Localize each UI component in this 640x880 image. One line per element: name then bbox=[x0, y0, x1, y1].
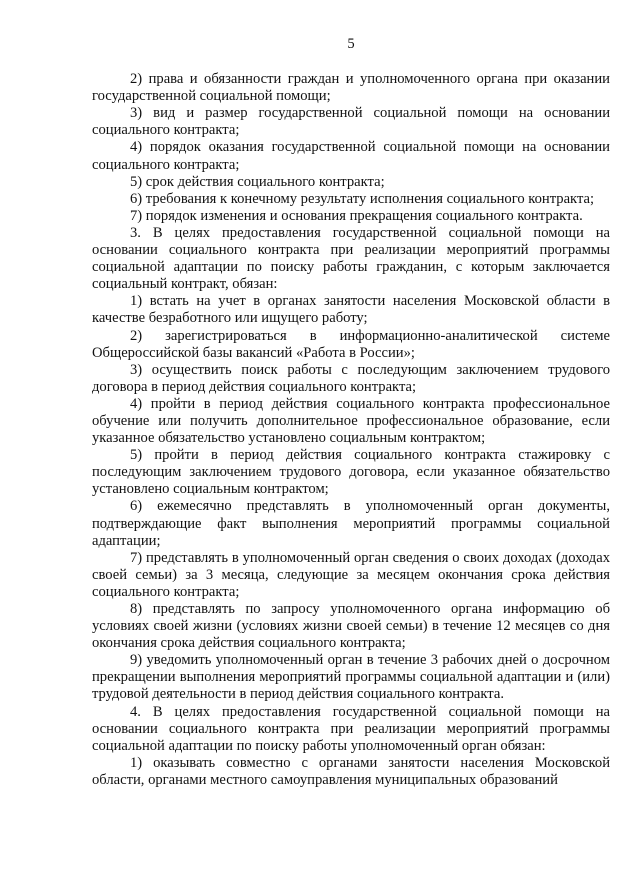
paragraph: 5) срок действия социального контракта; bbox=[130, 173, 385, 190]
paragraph: 3. В целях предоставления государственной социальной помощи на основании социального контракта при реализации мероприятий программы социальной адаптации по поиску работы гражданин, с которым заключается социальный контракт, обязан: bbox=[92, 224, 610, 293]
paragraph: 3) вид и размер государственной социальной помощи на основании социального контракта; bbox=[92, 105, 610, 139]
paragraph: 6) требования к конечному результату исполнения социального контракта; bbox=[130, 190, 595, 207]
paragraph: 1) оказывать совместно с органами занятости населения Московской области, органами местного самоуправления муниципальных образований bbox=[92, 754, 610, 788]
paragraph: 7) представлять в уполномоченный орган сведения о своих доходах (доходах своей семьи) за 3 месяца, следующие за месяцем окончания срока действия социального контракта; bbox=[92, 549, 610, 600]
paragraph: 2) зарегистрироваться в информационно-аналитической системе Общероссийской базы вакансий «Работа в России»; bbox=[92, 327, 610, 361]
paragraph: 8) представлять по запросу уполномоченного органа информацию об условиях своей жизни (условиях жизни своей семьи) в течение 12 месяцев со дня окончания срока действия социального контракта; bbox=[92, 601, 610, 652]
paragraph: 4) порядок оказания государственной социальной помощи на основании социального контракта; bbox=[92, 139, 610, 173]
paragraph: 4. В целях предоставления государственной социальной помощи на основании социального контракта при реализации мероприятий программы социальной адаптации по поиску работы уполномоченный орган обязан: bbox=[92, 703, 610, 754]
document-page bbox=[92, 36, 610, 789]
paragraph: 1) встать на учет в органах занятости населения Московской области в качестве безработного или ищущего работу; bbox=[92, 293, 610, 327]
paragraph: 9) уведомить уполномоченный орган в течение 3 рабочих дней о досрочном прекращении выполнения мероприятий программы социальной адаптации и (или) трудовой деятельности в период действия социального контракта. bbox=[92, 652, 610, 703]
paragraph: 3) осуществить поиск работы с последующим заключением трудового договора в период действия социального контракта; bbox=[92, 361, 610, 395]
paragraph: 4) пройти в период действия социального контракта профессиональное обучение или получить дополнительное профессиональное образование, если указанное обязательство установлено социальным контрактом; bbox=[92, 395, 610, 447]
paragraph: 6) ежемесячно представлять в уполномоченный орган документы, подтверждающие факт выполнения мероприятий программы социальной адаптации; bbox=[92, 498, 610, 549]
paragraph: 7) порядок изменения и основания прекращения социального контракта. bbox=[130, 207, 583, 224]
paragraph: 2) права и обязанности граждан и уполномоченного органа при оказании государственной социальной помощи; bbox=[92, 71, 610, 105]
page-number: 5 bbox=[347, 36, 355, 52]
paragraph: 5) пройти в период действия социального контракта стажировку с последующим заключением трудового договора, если указанное обязательство установлено социальным контрактом; bbox=[92, 447, 610, 498]
